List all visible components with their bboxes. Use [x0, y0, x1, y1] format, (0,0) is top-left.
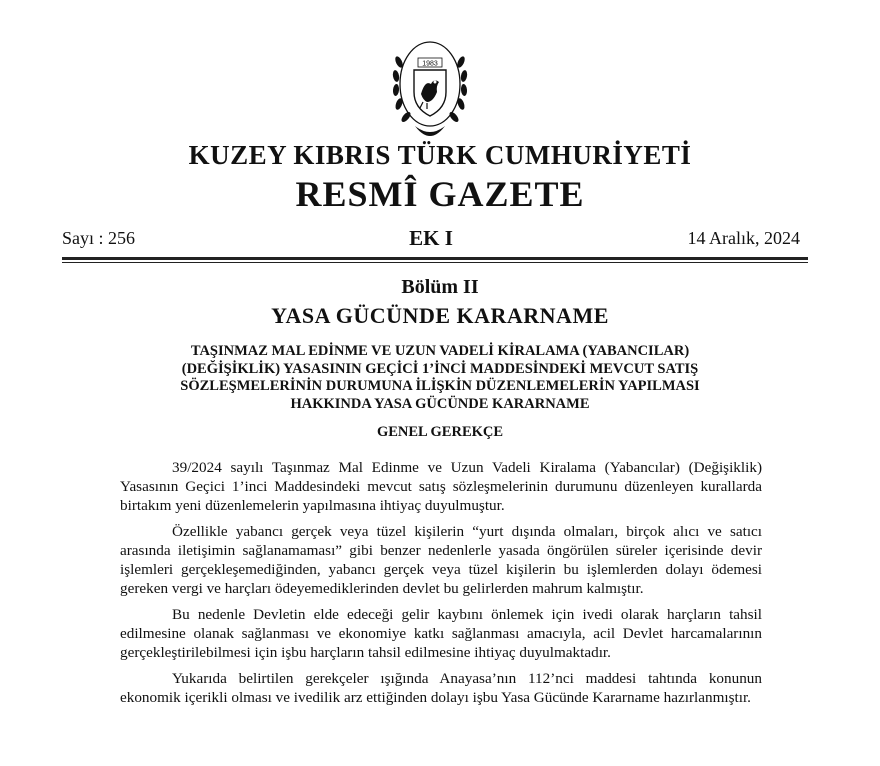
law-title-line: (DEĞİŞİKLİK) YASASININ GEÇİCİ 1’İNCİ MADDESİNDEKİ MEVCUT SATIŞ	[181, 360, 699, 377]
gazette-title: RESMÎ GAZETE	[295, 174, 585, 214]
body-paragraph: Bu nedenle Devletin elde edeceği gelir kaybını önlemek için ivedi olarak harçların tahsil edilmesine olanak sağlanması ve ekonomiye katkı sağlanması amacıyla, acil Devlet harcamalarının gerçekleştirilebilmesi için işbu harçların tahsil edilmesine ihtiyaç duyulmaktadır.	[120, 606, 762, 661]
body-paragraph: Yukarıda belirtilen gerekçeler ışığında Anayasa’nın 112’nci maddesi tahtında konunun ekonomik içerikli olması ve ivedilik arz ettiğinden dolayı işbu Yasa Gücünde Kararname hazırlanmıştır.	[120, 670, 762, 706]
body-paragraph: Özellikle yabancı gerçek veya tüzel kişilerin “yurt dışında olmaları, birçok alıcı ve satıcı arasında iletişimin sağlanamaması” gibi benzer nedenlerle yasada öngörülen süreler içerisinde devir işlemleri gerçekleşemediğinden, yabancı gerçek veya tüzel kişilerin bu işlemlerden dolayı ödemesi gereken vergi ve harçları ödeyemediklerinden devlet bu gelirlerden mahrum kalmıştır.	[120, 523, 762, 597]
country-name: KUZEY KIBRIS TÜRK CUMHURİYETİ	[188, 140, 692, 170]
issue-info-row	[62, 226, 800, 252]
issue-date: 14 Aralık, 2024	[687, 228, 800, 248]
law-title	[140, 343, 740, 413]
issue-number: Sayı : 256	[62, 228, 136, 248]
header-divider-thick	[62, 257, 808, 260]
law-title-line: TAŞINMAZ MAL EDİNME VE UZUN VADELİ KİRALAMA (YABANCILAR)	[190, 343, 690, 359]
general-justification-heading: GENEL GEREKÇE	[376, 424, 504, 440]
decree-title: YASA GÜCÜNDE KARARNAME	[271, 303, 609, 328]
section-heading: Bölüm II	[401, 276, 479, 298]
law-title-line: HAKKINDA YASA GÜCÜNDE KARARNAME	[290, 395, 590, 412]
document-body	[120, 458, 762, 714]
body-paragraph: 39/2024 sayılı Taşınmaz Mal Edinme ve Uzun Vadeli Kiralama (Yabancılar) (Değişiklik) Yasasının Geçici 1’inci Maddesindeki mevcut satış sözleşmelerinin durumunu düzenleyen kurallarda birtakım yeni düzenlemelerin yapılmasına ihtiyaç duyulmuştur.	[120, 459, 762, 514]
coat-of-arms-emblem	[387, 22, 473, 146]
annex-label: EK I	[409, 226, 453, 250]
header-divider-thin	[62, 262, 808, 263]
law-title-line: SÖZLEŞMELERİNİN DURUMUNA İLİŞKİN DÜZENLEMELERİN YAPILMASI	[180, 378, 700, 394]
emblem-year: 1983	[422, 60, 438, 68]
